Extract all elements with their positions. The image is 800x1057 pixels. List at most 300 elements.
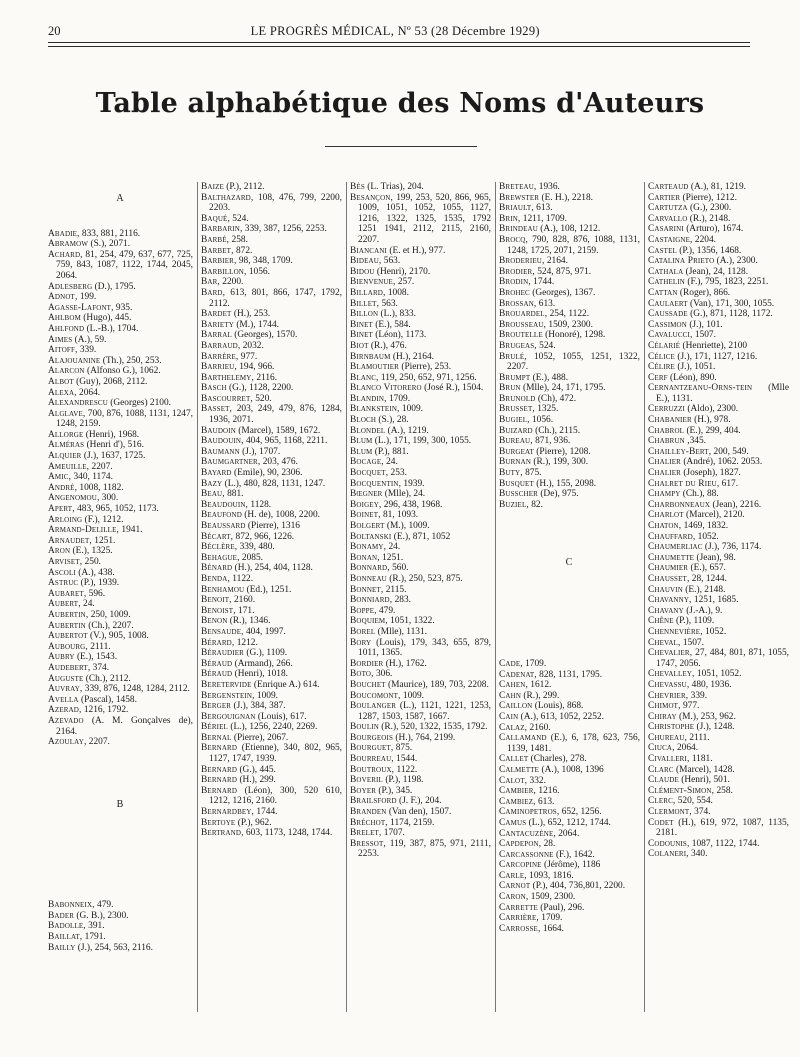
author-name: Billet, <box>350 298 380 309</box>
author-entry <box>648 786 789 797</box>
page-references: 250, 1009. <box>88 609 131 620</box>
author-entry <box>499 670 640 681</box>
author-entry <box>201 775 342 786</box>
page-references: (Georges), 1570. <box>231 330 298 341</box>
author-entry <box>350 479 491 490</box>
author-name: Carrette <box>499 902 538 913</box>
author-entry <box>201 563 342 574</box>
author-entry <box>48 292 193 303</box>
author-entry <box>499 913 640 924</box>
author-entry <box>201 691 342 702</box>
author-entry <box>350 510 491 521</box>
author-entry <box>648 256 789 267</box>
page-references: (Pierre), 1212. <box>680 192 737 203</box>
page-references: 875. <box>393 743 413 754</box>
author-entry <box>499 807 640 818</box>
page-references: (R.), 199, 300. <box>531 457 589 468</box>
author-name: Bérard, <box>201 637 235 648</box>
author-entry <box>648 849 789 860</box>
page-references: 339, 876, 1248, 1284, 2112. <box>82 684 190 695</box>
author-name: Aubert, <box>48 599 81 610</box>
author-name: Arviset, <box>48 557 83 567</box>
author-name: Bader <box>48 910 75 921</box>
page-references: 1052, 1055, 1251, 1322, 2207. <box>507 351 640 373</box>
page-references: 524, 875, 971. <box>534 266 592 277</box>
author-entry <box>48 695 193 706</box>
page-references: (Mlle), 24, 171, 1795. <box>520 383 606 394</box>
author-name: Carcassonne <box>499 849 554 860</box>
author-name: Bernard <box>201 775 238 786</box>
page-references: (J.), 736, 1174. <box>702 542 762 553</box>
author-entry <box>648 404 789 415</box>
author-name: Callet <box>499 754 529 765</box>
author-name: Achard, <box>48 249 83 260</box>
page-references: 1709. <box>538 913 563 924</box>
author-name: Binet <box>350 330 373 341</box>
author-entry <box>48 377 193 388</box>
author-entry <box>350 182 491 193</box>
author-name: Capdepon, <box>499 839 542 850</box>
page-references: 1009. <box>254 690 278 701</box>
author-name: Chailley-Bert, <box>648 446 712 457</box>
author-name: Benda, <box>201 573 230 584</box>
author-entry <box>648 765 789 776</box>
author-entry <box>499 839 640 850</box>
author-entry <box>648 479 789 490</box>
author-entry <box>499 299 640 310</box>
author-name: Brelet, <box>350 828 382 839</box>
page-references: 1251, 1685. <box>691 595 739 606</box>
author-name: Brin, <box>499 213 521 224</box>
author-name: Cavalucci, <box>648 330 693 341</box>
author-name: Cheval, <box>648 637 681 648</box>
author-entry <box>201 267 342 278</box>
author-name: Brun <box>499 383 521 394</box>
author-name: Bergenstein, <box>201 690 255 701</box>
author-name: Beaussard <box>201 521 246 531</box>
author-entry <box>48 324 193 335</box>
page-references: (L.), 1256, 2240, 2269. <box>227 722 318 733</box>
author-name: Briault, <box>499 203 534 214</box>
author-name: Azerad, <box>48 705 82 716</box>
page-references: (P.), 2112. <box>223 182 265 192</box>
author-entry <box>499 383 640 394</box>
page-references: (P.), 1356, 1468. <box>676 245 742 256</box>
author-name: Billon <box>350 309 379 320</box>
author-entry <box>648 606 789 617</box>
author-name: Allorge <box>48 429 84 440</box>
author-entry <box>48 610 193 621</box>
author-entry <box>648 521 789 532</box>
page-references: 828, 1131, 1795. <box>536 669 603 680</box>
page-references: 1707. <box>381 828 405 839</box>
page-references: (A.), 438. <box>75 567 115 578</box>
page-references: 108, 476, 799, 2200, 2203. <box>209 192 342 214</box>
page-references: 1509, 2300. <box>546 319 593 330</box>
page-references: 253. <box>388 468 407 479</box>
author-entry <box>350 436 491 447</box>
author-name: Ascoli <box>48 567 76 578</box>
author-entry <box>350 457 491 468</box>
author-entry <box>648 415 789 426</box>
author-name: Champy <box>648 489 681 500</box>
author-entry <box>201 669 342 680</box>
author-entry <box>350 638 491 659</box>
page-references: 2064. <box>674 743 699 754</box>
author-name: Bertrand, <box>201 828 244 839</box>
author-entry <box>499 256 640 267</box>
page-references: (M.), 1744. <box>233 319 280 330</box>
author-entry <box>350 807 491 818</box>
page-references: (E. H.), 2218. <box>539 192 594 203</box>
page-references: 1051, 1322. <box>387 616 435 627</box>
author-entry <box>648 246 789 257</box>
page-references: 340, 1174. <box>71 472 113 483</box>
author-entry <box>201 701 342 712</box>
author-name: Azoulay, <box>48 737 87 748</box>
author-name: Bernardbey, <box>201 807 255 818</box>
page-references: 977. <box>680 701 700 712</box>
author-entry <box>648 203 789 214</box>
author-entry <box>350 775 491 786</box>
author-entry <box>499 203 640 214</box>
page-references: 1087, 1122, 1744. <box>689 838 760 849</box>
page-references: (Charles), 278. <box>528 754 587 765</box>
author-name: Busquet <box>499 478 534 489</box>
author-entry <box>648 320 789 331</box>
page-references: 1008, 1182. <box>77 482 124 493</box>
author-entry <box>350 754 491 765</box>
author-name: Baumgartner, <box>201 457 261 468</box>
author-entry <box>350 383 491 394</box>
author-name: Blanco Vitorero <box>350 383 422 394</box>
page-references: 613. <box>535 796 555 807</box>
author-entry <box>648 701 789 712</box>
page-references: 28. <box>541 839 556 850</box>
author-entry <box>499 924 640 935</box>
author-name: Alajouanine <box>48 355 101 366</box>
author-entry <box>48 229 193 240</box>
author-name: Barrère, <box>201 351 239 362</box>
page-references: 1093, 1816. <box>526 870 574 881</box>
author-name: Barrieu, <box>201 362 237 373</box>
author-entry <box>201 553 342 564</box>
author-name: Bailly <box>48 942 76 953</box>
page-references: 872, 966, 1226. <box>233 531 295 542</box>
author-entry <box>499 659 640 670</box>
author-entry <box>499 680 640 691</box>
author-name: Ahlfond <box>48 323 85 334</box>
author-name: Calaz, <box>499 722 528 733</box>
page-references: (J.), 1707. <box>239 446 281 457</box>
page-references: (Léon), 890. <box>667 372 717 383</box>
page-references: (Léon), 300, 520 610, 1212, 1216, 2160. <box>209 785 342 807</box>
author-name: Boveril <box>350 775 383 786</box>
author-name: Carrière, <box>499 913 539 924</box>
page-references: 1181. <box>689 754 713 765</box>
page-references: (R.), 1346. <box>227 616 271 627</box>
author-entry <box>48 578 193 589</box>
page-references: (A.), 1008, 1396 <box>539 764 604 775</box>
page-references: (H.), 253. <box>231 309 271 320</box>
header-double-rule <box>48 42 750 47</box>
page-references: 790, 828, 876, 1088, 1131, 1248, 1725, 2071, 2159. <box>507 234 640 256</box>
author-name: Barbarin, <box>201 224 243 235</box>
author-entry <box>499 404 640 415</box>
author-name: Chavanny, <box>648 595 692 606</box>
author-name: Bariety <box>201 319 234 330</box>
author-entry <box>648 595 789 606</box>
author-name: Aimes <box>48 334 73 345</box>
letter-heading: A <box>116 193 125 204</box>
page-references: 1507. <box>692 330 716 341</box>
author-entry <box>499 733 640 754</box>
page-references: 339, 387, 1256, 2253. <box>242 224 327 235</box>
author-entry <box>648 309 789 320</box>
page-references: (Van), 171, 300, 1055. <box>687 298 775 309</box>
author-entry <box>499 871 640 882</box>
page-references: (S.), 28. <box>376 415 409 426</box>
author-name: Burnan <box>499 457 532 468</box>
author-entry <box>350 659 491 670</box>
page-references: (J.), 254, 563, 2116. <box>75 942 153 953</box>
author-entry <box>648 193 789 204</box>
author-name: Claude <box>648 775 679 786</box>
page-references: (Enrique A.) 614. <box>251 679 320 690</box>
author-entry <box>648 616 789 627</box>
author-entry <box>350 765 491 776</box>
author-name: Bonneau <box>350 573 387 584</box>
page-references: (Ch.), 2115. <box>532 425 581 436</box>
author-entry <box>48 493 193 504</box>
author-entry <box>350 246 491 257</box>
author-entry <box>499 224 640 235</box>
author-entry <box>499 468 640 479</box>
author-name: Brugeas, <box>499 340 537 351</box>
page-references: 391. <box>85 921 105 932</box>
author-entry <box>48 483 193 494</box>
author-entry <box>201 532 342 543</box>
author-entry <box>350 500 491 511</box>
author-entry <box>201 256 342 267</box>
author-name: Armand-Delille, <box>48 525 120 536</box>
page-references: 1612. <box>527 680 552 691</box>
author-entry <box>201 193 342 214</box>
author-entry <box>350 828 491 839</box>
author-entry <box>201 818 342 829</box>
page-references: 1744. <box>254 807 278 818</box>
author-name: Boigey, <box>350 499 382 510</box>
page-references: 404, 965, 1168, 2211. <box>243 436 328 447</box>
author-entry <box>648 563 789 574</box>
letter-heading: B <box>116 798 125 810</box>
author-entry <box>201 765 342 776</box>
author-name: Astruc <box>48 578 79 589</box>
author-name: Aron <box>48 546 71 557</box>
author-name: Brulé, <box>499 351 527 362</box>
page-references: (J.), 171, 1127, 1216. <box>674 351 758 362</box>
author-name: Beaudouin, <box>201 499 249 510</box>
author-entry <box>648 288 789 299</box>
page-references: (G.), 445. <box>237 764 276 775</box>
author-name: Bugiel, <box>499 415 530 426</box>
author-entry <box>350 691 491 702</box>
author-entry <box>499 214 640 225</box>
author-entry <box>648 754 789 765</box>
author-entry <box>648 224 789 235</box>
author-entry <box>201 457 342 468</box>
author-entry <box>201 447 342 458</box>
author-name: Bonan, <box>350 552 380 563</box>
author-entry <box>48 345 193 356</box>
author-entry <box>201 235 342 246</box>
page-references: 520, 554. <box>675 796 713 807</box>
page-references: (Pierre), 1316 <box>245 521 300 531</box>
author-name: Caussade <box>648 309 688 320</box>
author-entry <box>648 352 789 363</box>
author-entry <box>648 733 789 744</box>
page-references: 374. <box>90 662 110 673</box>
author-name: Buziel, <box>499 499 529 510</box>
page-references: (André), 1062. 2053. <box>680 457 763 468</box>
page-references: (E.), 6, 178, 623, 756, 1139, 1481. <box>507 733 640 754</box>
author-entry <box>648 214 789 225</box>
page-references: (A.), 613, 1052, 2252. <box>518 711 604 722</box>
author-entry <box>48 462 193 473</box>
author-name: Chabanier <box>648 415 692 426</box>
author-name: Boulin <box>350 722 379 733</box>
author-name: Brodin, <box>499 277 531 288</box>
page-references: 339. <box>77 345 97 356</box>
page-references: (L.), 652, 1212, 1744. <box>526 817 611 828</box>
author-name: Bidou <box>350 266 375 277</box>
author-name: Aubourg, <box>48 641 88 652</box>
page-references: 977. <box>238 351 258 362</box>
author-entry <box>201 627 342 638</box>
author-entry <box>350 426 491 437</box>
page-title: Table alphabétique des Noms d'Auteurs <box>95 88 705 119</box>
author-name: Basch <box>201 383 227 394</box>
page-references: (Henri), 1018. <box>232 669 288 680</box>
author-name: Baumann <box>201 446 240 457</box>
author-name: Cartier <box>648 192 681 203</box>
index-column-3 <box>346 182 495 1012</box>
author-entry <box>201 246 342 257</box>
page-references: (Marcel), 1589, 1672. <box>235 425 321 436</box>
author-entry <box>201 468 342 479</box>
author-entry <box>648 267 789 278</box>
author-name: Chevalley, <box>648 669 695 680</box>
author-name: Boinet, <box>350 510 381 521</box>
author-entry <box>48 621 193 632</box>
letter-heading: C <box>565 557 574 569</box>
author-name: Cantacuzène, <box>499 828 556 839</box>
author-name: Boulanger <box>350 701 397 712</box>
author-entry <box>648 447 789 458</box>
author-entry <box>648 796 789 807</box>
page-references: (Joseph), 1827. <box>680 468 741 479</box>
page-references: 524. <box>536 340 556 351</box>
author-name: Chevrier, <box>648 690 689 701</box>
author-entry <box>48 335 193 346</box>
author-name: Béraudier <box>201 648 244 659</box>
author-name: Chureau, <box>648 732 687 743</box>
page-references: (S.), 2071. <box>88 239 131 250</box>
author-entry <box>48 663 193 674</box>
author-entry <box>48 589 193 600</box>
author-name: Cahen, <box>499 680 528 691</box>
author-name: Blum <box>350 436 373 447</box>
author-name: Arnaudet, <box>48 535 92 546</box>
author-name: Besançon, <box>350 192 394 203</box>
author-name: André, <box>48 482 78 493</box>
author-entry <box>350 616 491 627</box>
author-name: Busscher <box>499 489 538 500</box>
author-entry <box>201 341 342 352</box>
author-name: Bourgeois <box>350 732 393 743</box>
author-name: Boquiem, <box>350 616 388 627</box>
page-references: (P.), 1939. <box>78 578 120 589</box>
author-entry <box>48 684 193 695</box>
page-references: (Henri), 501. <box>678 775 730 786</box>
page-references: 258. <box>714 785 733 796</box>
page-references: 935. <box>113 302 133 313</box>
author-entry <box>48 536 193 547</box>
author-name: Auvray, <box>48 684 83 695</box>
author-name: Chevalier, <box>648 648 693 659</box>
author-entry <box>201 320 342 331</box>
page-references: (H.), 1762. <box>383 658 427 669</box>
author-entry <box>201 712 342 723</box>
author-entry <box>48 472 193 483</box>
author-name: Bensaude, <box>201 626 244 637</box>
page-references: (Henriette), 2100 <box>680 340 748 351</box>
author-name: Ameuille, <box>48 461 90 472</box>
author-entry <box>201 352 342 363</box>
author-entry <box>201 214 342 225</box>
page-references: 82. <box>528 499 543 510</box>
author-entry <box>201 479 342 490</box>
author-entry <box>350 680 491 691</box>
author-entry <box>648 457 789 468</box>
author-entry <box>48 546 193 557</box>
author-entry <box>350 373 491 384</box>
page-references: (Alfonso G.), 1062. <box>84 366 161 377</box>
author-entry <box>350 277 491 288</box>
author-entry <box>499 309 640 320</box>
author-entry <box>648 373 789 384</box>
page-references: 98, 348, 1709. <box>236 256 293 267</box>
page-references: 339, 480. <box>237 542 275 553</box>
author-name: Alexa, <box>48 387 77 398</box>
page-references: 1174, 2159. <box>387 817 435 828</box>
page-references: 1052. <box>695 531 719 542</box>
author-entry <box>201 383 342 394</box>
author-entry <box>350 722 491 733</box>
author-name: Cathala <box>648 266 684 277</box>
author-name: Bory <box>350 637 372 648</box>
page-references: 1325. <box>534 404 559 415</box>
page-references: 603, 1173, 1248, 1744. <box>243 828 333 839</box>
author-entry <box>48 313 193 324</box>
author-entry <box>48 525 193 536</box>
author-name: Benoit, <box>201 595 232 606</box>
author-entry <box>48 705 193 716</box>
page-references: 871, 936. <box>532 436 571 447</box>
page-references: (A.), 81, 1219. <box>688 182 747 192</box>
author-name: Adlesberg <box>48 281 93 292</box>
author-entry <box>499 712 640 723</box>
